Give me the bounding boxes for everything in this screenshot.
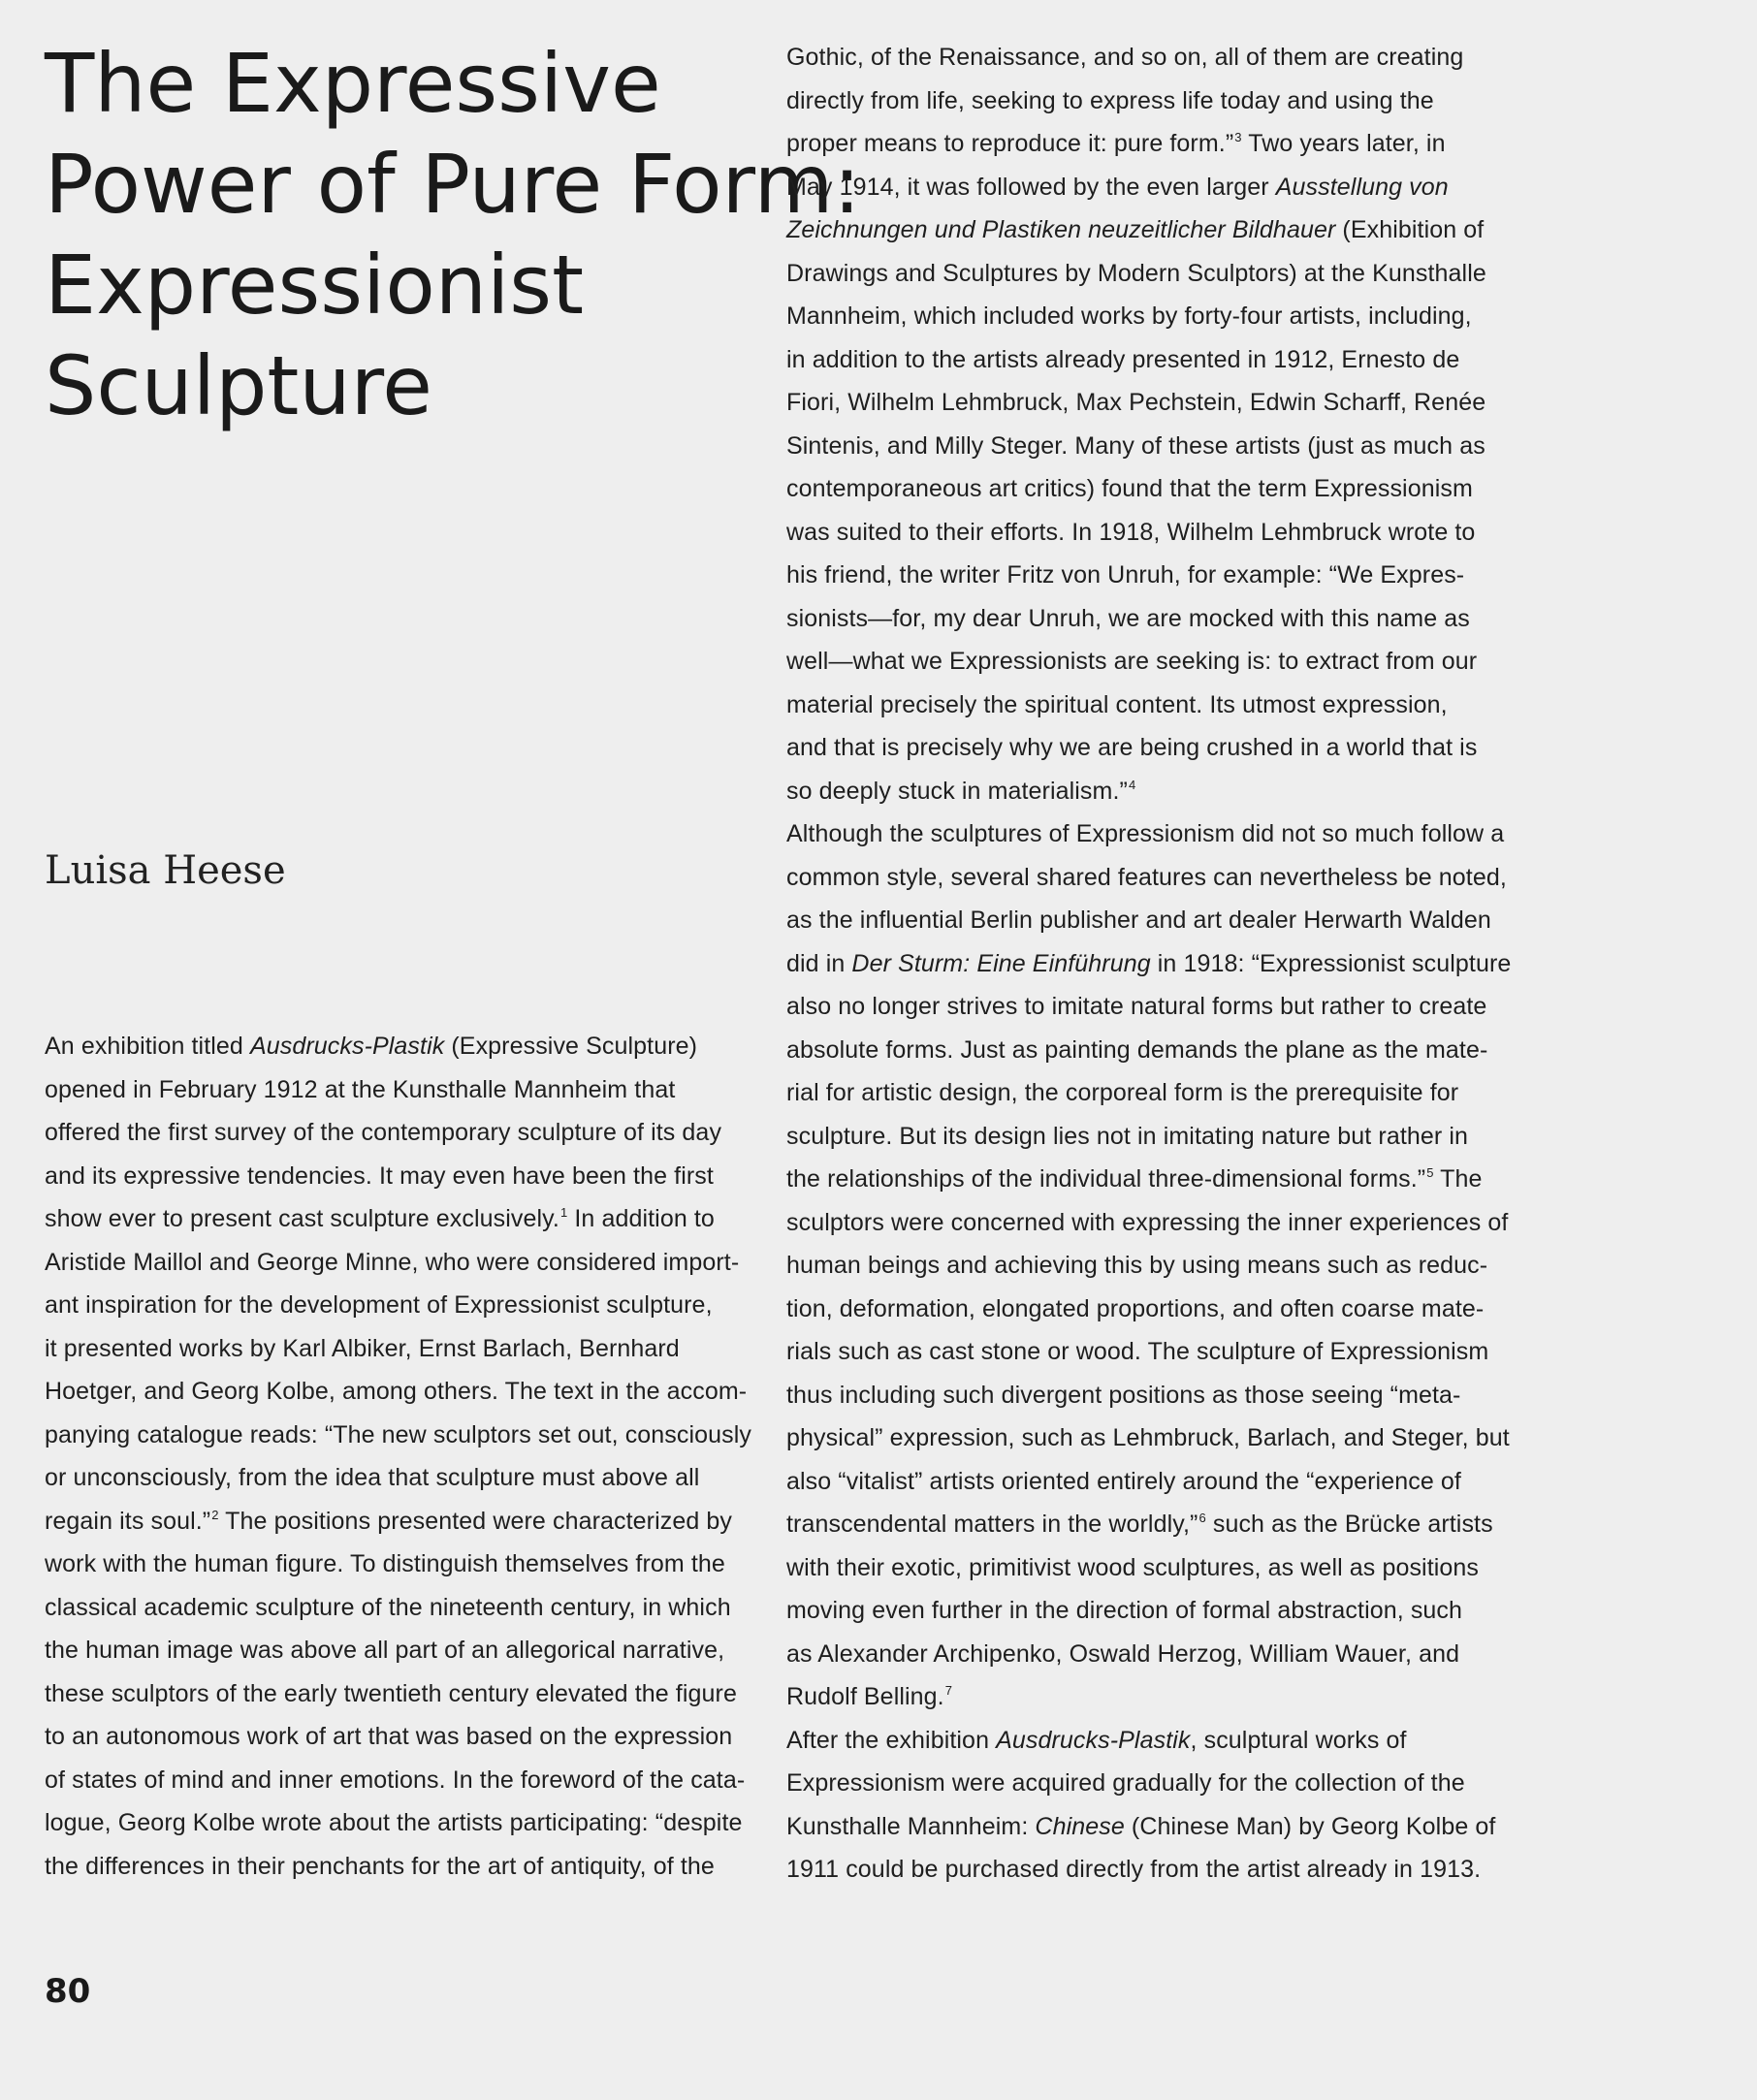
text-line: did in Der Sturm: Eine Einführung in 1918: “Expressionist sculpture [786, 949, 1512, 977]
text-line: regain its soul.”$^2$ The positions presented were characterized by [45, 1507, 733, 1535]
text-line: Expressionism were acquired gradually for the collection of the [786, 1769, 1465, 1797]
paragraph-2 [786, 812, 1523, 1719]
text-line: sculptors were concerned with expressing the inner experiences of [786, 1208, 1509, 1236]
text-line: Gothic, of the Renaissance, and so on, all of them are creating [786, 44, 1464, 71]
footnote-ref: 5 [1426, 1165, 1434, 1180]
text-line: opened in February 1912 at the Kunsthalle Mannheim that [45, 1075, 676, 1103]
text-line: panying catalogue reads: “The new sculptors set out, consciously [45, 1420, 752, 1448]
text-line: moving even further in the direction of formal abstraction, such [786, 1597, 1463, 1624]
text-line: Zeichnungen und Plastiken neuzeitlicher Bildhauer (Exhibition of [786, 216, 1485, 243]
text-line: his friend, the writer Fritz von Unruh, for example: “We Expres- [786, 561, 1465, 589]
text-line: of states of mind and inner emotions. In the foreword of the cata- [45, 1766, 746, 1794]
title-line: The Expressive [45, 36, 661, 131]
text-line: Although the sculptures of Expressionism did not so much follow a [786, 820, 1505, 847]
italic-title: Ausdrucks-Plastik [249, 1033, 445, 1060]
paragraph-3 [786, 1719, 1523, 1892]
footnote-ref: 7 [944, 1683, 953, 1698]
text-line: rials such as cast stone or wood. The sculpture of Expressionism [786, 1338, 1489, 1365]
text-line: the human image was above all part of an allegorical narrative, [45, 1637, 725, 1664]
text-line: logue, Georg Kolbe wrote about the artists participating: “despite [45, 1809, 743, 1836]
article-title [45, 33, 861, 436]
text-line: sionists—for, my dear Unruh, we are mocked with this name as [786, 604, 1470, 632]
text-line: thus including such divergent positions as those seeing “meta- [786, 1381, 1461, 1409]
text-line: in addition to the artists already presented in 1912, Ernesto de [786, 345, 1460, 373]
text-line: classical academic sculpture of the nineteenth century, in which [45, 1593, 731, 1621]
text-line: An exhibition titled Ausdrucks-Plastik (Expressive Sculpture) [45, 1033, 698, 1060]
title-line: Sculpture [45, 338, 432, 433]
text-line: the relationships of the individual three-dimensional forms.”$^5$ The [786, 1165, 1483, 1193]
text-line: directly from life, seeking to express life today and using the [786, 86, 1434, 114]
text-line: physical” expression, such as Lehmbruck, Barlach, and Steger, but [786, 1424, 1510, 1451]
text-line: tion, deformation, elongated proportions, and often coarse mate- [786, 1294, 1485, 1322]
italic-title: Der Sturm: Eine Einführung [851, 949, 1151, 977]
text-line: Fiori, Wilhelm Lehmbruck, Max Pechstein, Edwin Scharff, Renée [786, 389, 1486, 416]
text-line: Hoetger, and Georg Kolbe, among others. The text in the accom- [45, 1378, 748, 1405]
text-line: to an autonomous work of art that was based on the expression [45, 1723, 733, 1750]
text-line: offered the first survey of the contemporary sculpture of its day [45, 1119, 722, 1146]
text-line: with their exotic, primitivist wood sculptures, as well as positions [786, 1553, 1480, 1581]
footnote-ref: 3 [1234, 130, 1242, 144]
text-line: the differences in their penchants for the art of antiquity, of the [45, 1852, 715, 1880]
text-line: Aristide Maillol and George Minne, who were considered import- [45, 1248, 740, 1276]
text-line: or unconsciously, from the idea that sculpture must above all [45, 1464, 700, 1491]
text-line: and its expressive tendencies. It may even have been the first [45, 1161, 714, 1190]
text-line: was suited to their efforts. In 1918, Wilhelm Lehmbruck wrote to [786, 518, 1476, 546]
text-line: contemporaneous art critics) found that the term Expressionism [786, 475, 1473, 502]
text-line: these sculptors of the early twentieth century elevated the figure [45, 1679, 737, 1707]
text-line: work with the human figure. To distinguish themselves from the [45, 1550, 725, 1577]
author-name: Luisa Heese [45, 848, 286, 893]
title-line: Power of Pure Form: [45, 137, 861, 232]
right-column [786, 36, 1523, 1892]
text-line: sculpture. But its design lies not in imitating nature but rather in [786, 1122, 1469, 1150]
paragraph-intro [45, 1025, 772, 1888]
left-column [45, 1025, 772, 1888]
text-line: After the exhibition Ausdrucks-Plastik, sculptural works of [786, 1726, 1407, 1754]
italic-title: Ausstellung von [1275, 173, 1449, 201]
text-line: as Alexander Archipenko, Oswald Herzog, William Wauer, and [786, 1639, 1460, 1668]
footnote-ref: 1 [559, 1205, 568, 1220]
italic-title: Chinese [1035, 1812, 1125, 1840]
text-line: as the influential Berlin publisher and art dealer Herwarth Walden [786, 907, 1491, 934]
footnote-ref: 4 [1128, 777, 1136, 792]
footnote-ref: 2 [211, 1507, 219, 1522]
text-line: and that is precisely why we are being crushed in a world that is [786, 734, 1478, 761]
text-line: ant inspiration for the development of Expressionist sculpture, [45, 1291, 713, 1319]
text-line: material precisely the spiritual content. Its utmost expression, [786, 690, 1448, 718]
text-line: proper means to reproduce it: pure form.”$^3$ Two years later, in [786, 130, 1446, 157]
text-line: 1911 could be purchased directly from the artist already in 1913. [786, 1856, 1482, 1883]
text-line: show ever to present cast sculpture exclusively.$^1$ In addition to [45, 1205, 715, 1232]
text-line: also “vitalist” artists oriented entirely around the “experience of [786, 1467, 1461, 1495]
text-line: transcendental matters in the worldly,”$^6$ such as the Brücke artists [786, 1511, 1493, 1538]
text-line: also no longer strives to imitate natural forms but rather to create [786, 993, 1487, 1020]
italic-title: Zeichnungen und Plastiken neuzeitlicher Bildhauer [786, 216, 1336, 243]
paragraph-1 [786, 36, 1523, 812]
text-line: common style, several shared features can nevertheless be noted, [786, 863, 1507, 891]
page-number: 80 [45, 1972, 91, 2011]
text-line: Sintenis, and Milly Steger. Many of these artists (just as much as [786, 431, 1485, 460]
footnote-ref: 6 [1198, 1511, 1206, 1525]
text-line: well—what we Expressionists are seeking is: to extract from our [786, 648, 1478, 675]
text-line: it presented works by Karl Albiker, Ernst Barlach, Bernhard [45, 1334, 680, 1362]
text-line: so deeply stuck in materialism.”$^4$ [786, 777, 1136, 805]
text-line: Mannheim, which included works by forty-four artists, including, [786, 302, 1472, 330]
text-line: Kunsthalle Mannheim: Chinese (Chinese Man) by Georg Kolbe of [786, 1812, 1496, 1840]
text-line: rial for artistic design, the corporeal form is the prerequisite for [786, 1079, 1459, 1106]
text-line: Drawings and Sculptures by Modern Sculptors) at the Kunsthalle [786, 259, 1486, 287]
title-line: Expressionist [45, 238, 585, 333]
text-line: absolute forms. Just as painting demands the plane as the mate- [786, 1035, 1488, 1064]
text-line: May 1914, it was followed by the even larger Ausstellung von [786, 173, 1449, 201]
text-line: human beings and achieving this by using means such as reduc- [786, 1252, 1488, 1279]
italic-title: Ausdrucks-Plastik [996, 1726, 1191, 1754]
text-line: Rudolf Belling.$^7$ [786, 1683, 953, 1710]
